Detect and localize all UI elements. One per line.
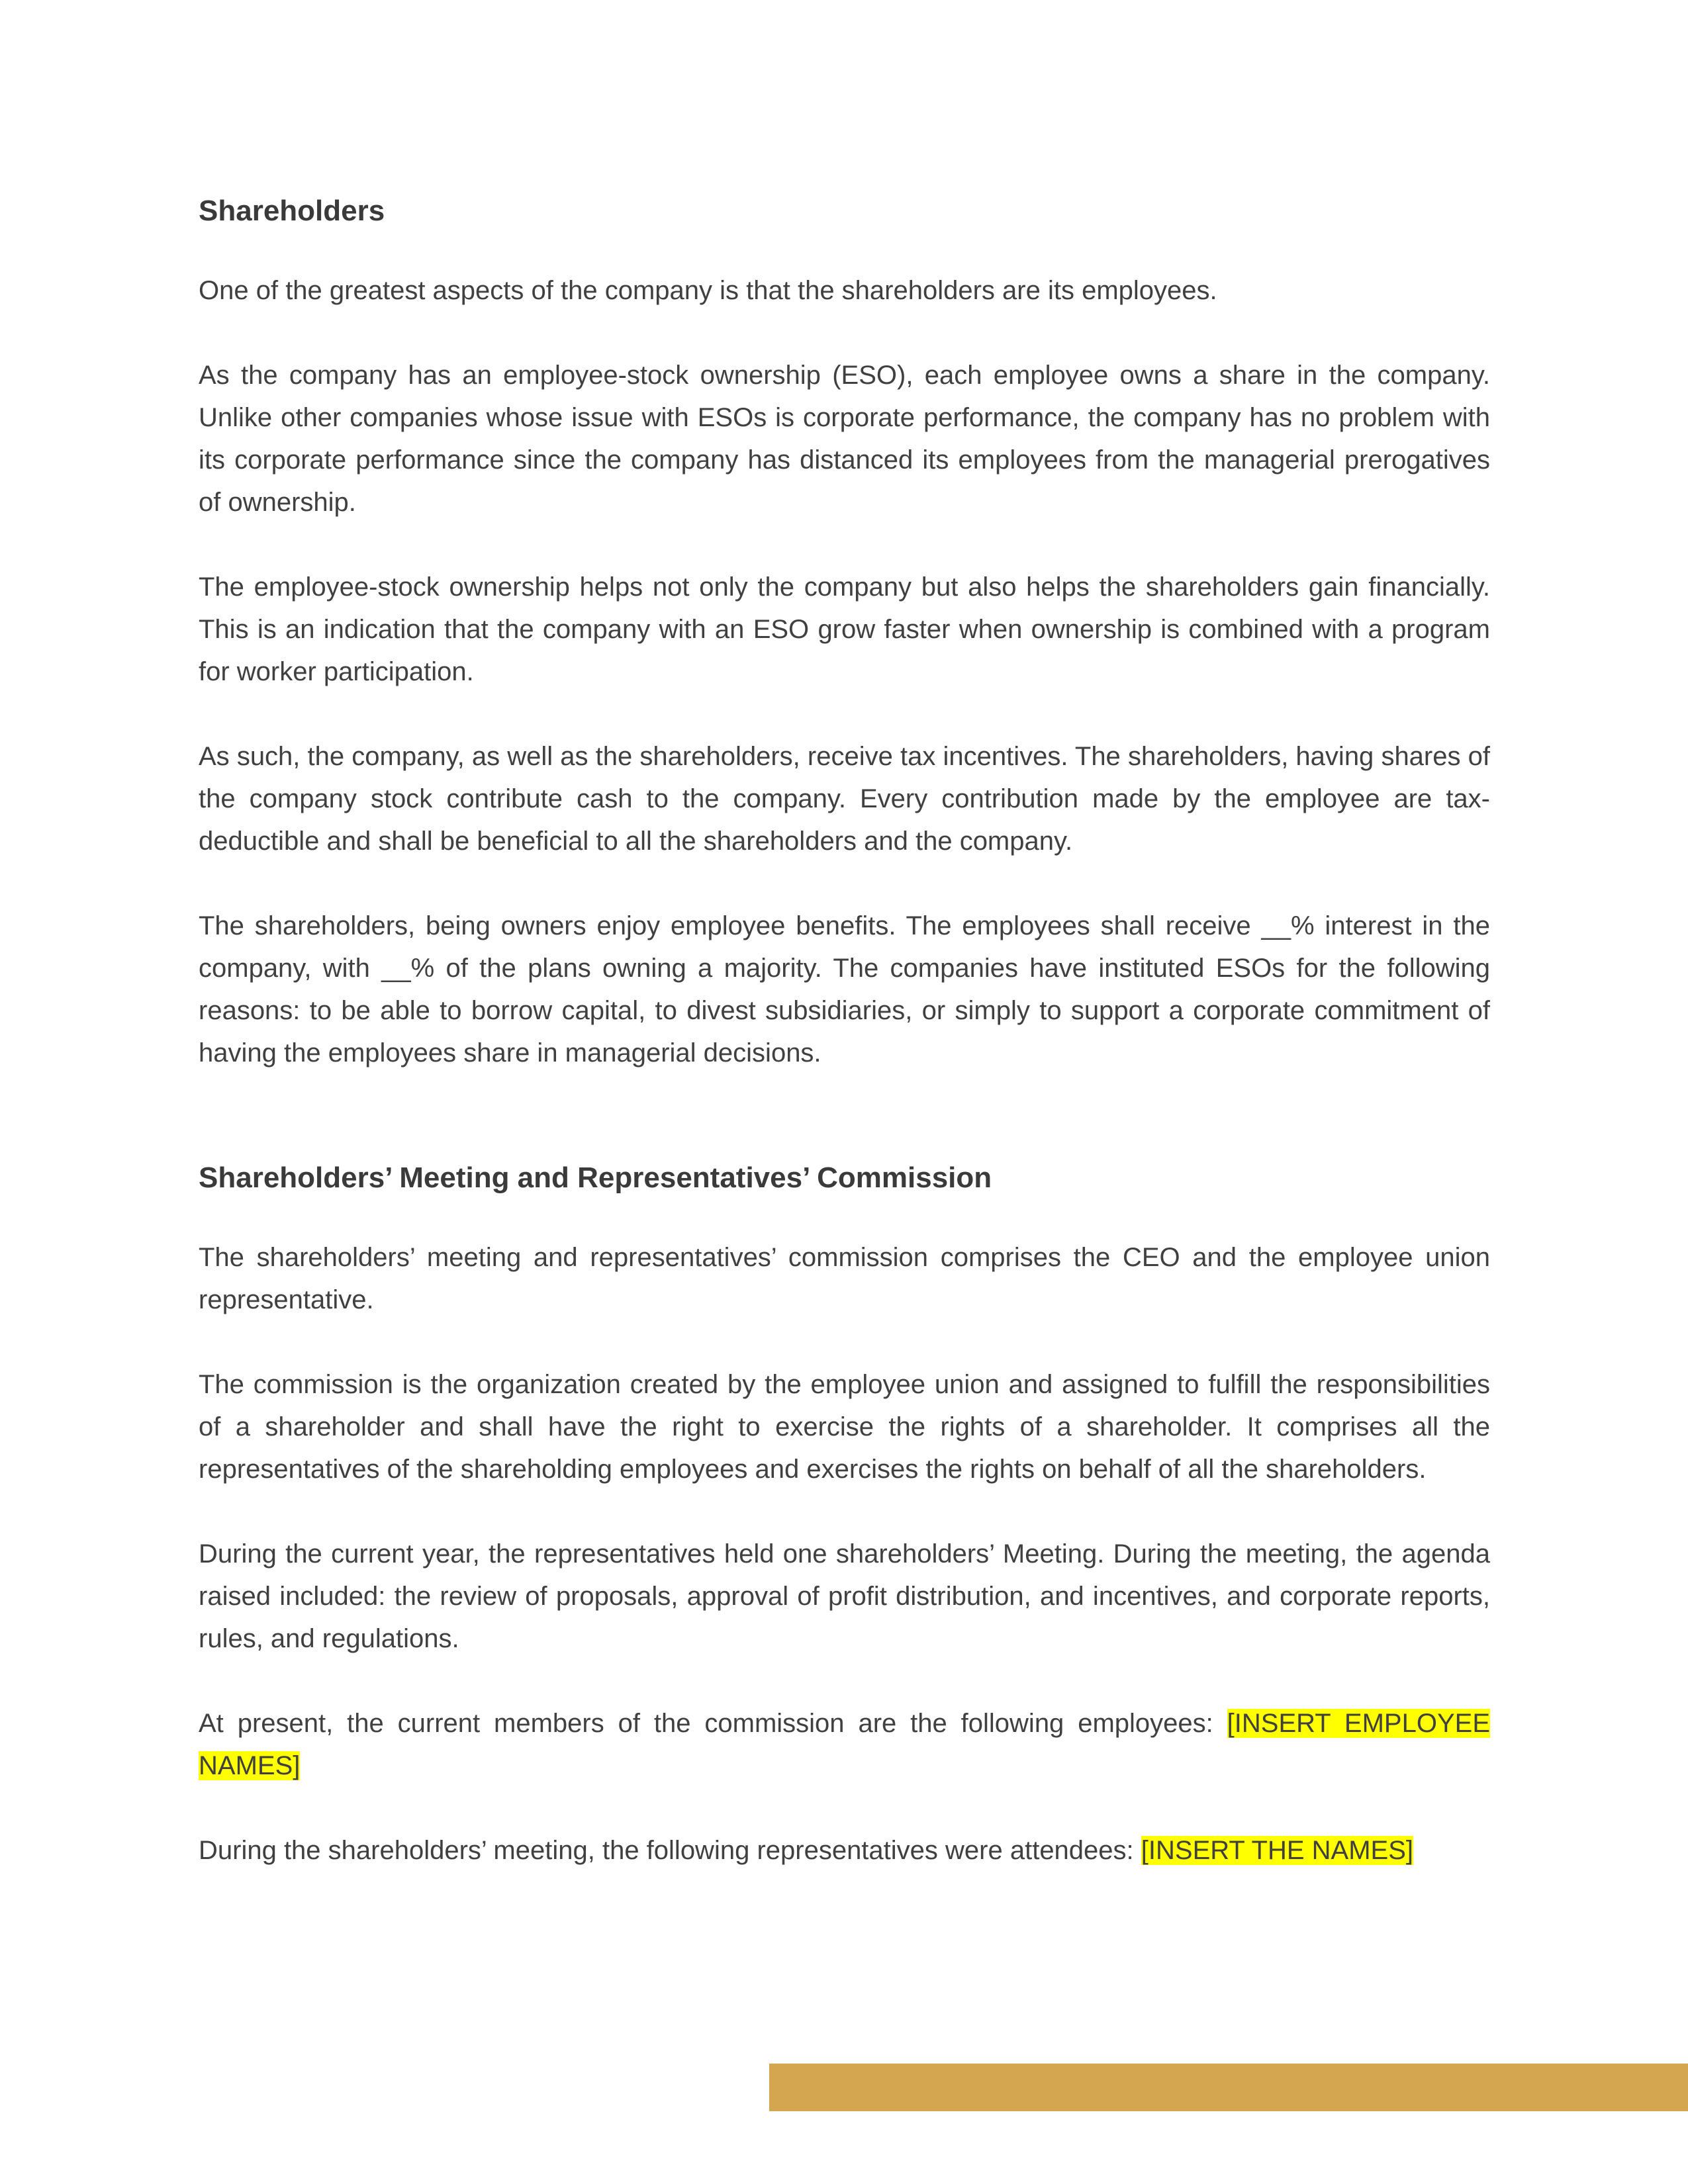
paragraph: One of the greatest aspects of the company is that the shareholders are its employees. [199, 276, 1217, 306]
paragraph: The employee-stock ownership helps not only the company but also helps the shareholders gain financially. This is an indication that the company with an ESO grow faster when ownership is combined with a program for worker participation. [199, 572, 1490, 687]
paragraph: The shareholders’ meeting and representatives’ commission comprises the CEO and the employee union representative. [199, 1243, 1490, 1315]
placeholder-names: [INSERT THE NAMES] [1141, 1836, 1413, 1866]
paragraph-text: During the shareholders’ meeting, the following representatives were attendees: [199, 1836, 1141, 1866]
paragraph-attendees [199, 1829, 1490, 1872]
paragraph-members [199, 1702, 1490, 1787]
paragraph: The commission is the organization created by the employee union and assigned to fulfill the responsibilities of a shareholder and shall have the right to exercise the rights of a shareholder. It comprises all the representatives of the shareholding employees and exercises the rights on behalf of all the shareholders. [199, 1370, 1490, 1484]
placeholder-employee-names: [INSERT EMPLOYEE NAMES] [199, 1709, 1490, 1781]
paragraph: As the company has an employee-stock ownership (ESO), each employee owns a share in the company. Unlike other companies whose issue with ESOs is corporate performance, the company has no problem with its corporate performance since the company has distanced its employees from the managerial prerogatives of ownership. [199, 361, 1490, 518]
section-heading-meeting-commission: Shareholders’ Meeting and Representatives’ Commission [199, 1161, 992, 1195]
paragraph-text: At present, the current members of the commission are the following employees: [199, 1709, 1227, 1739]
paragraph: During the current year, the representatives held one shareholders’ Meeting. During the meeting, the agenda raised included: the review of proposals, approval of profit distribution, and incentives, and corporate reports, rules, and regulations. [199, 1539, 1490, 1654]
section-heading-shareholders: Shareholders [199, 195, 385, 227]
paragraph: As such, the company, as well as the shareholders, receive tax incentives. The shareholders, having shares of the company stock contribute cash to the company. Every contribution made by the employee are tax-deductible and shall be beneficial to all the shareholders and the company. [199, 742, 1490, 856]
document-page [199, 192, 1490, 1872]
footer-accent-bar [769, 2064, 1688, 2111]
paragraph: The shareholders, being owners enjoy employee benefits. The employees shall receive __% interest in the company, with __% of the plans owning a majority. The companies have instituted ESOs for the following reasons: to be able to borrow capital, to divest subsidiaries, or simply to support a corporate commitment of having the employees share in managerial decisions. [199, 911, 1490, 1068]
